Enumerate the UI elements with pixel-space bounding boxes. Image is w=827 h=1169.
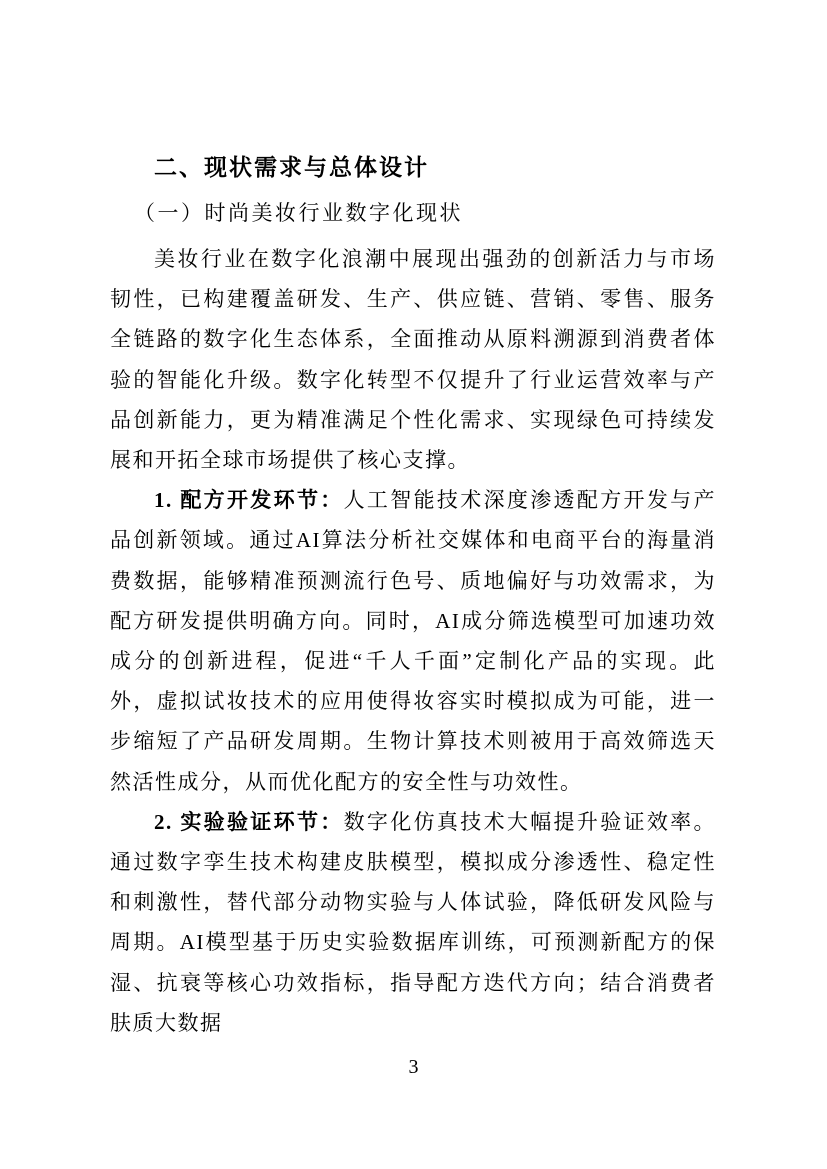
body-paragraph	[110, 802, 716, 1043]
paragraph-text: 美妆行业在数字化浪潮中展现出强劲的创新活力与市场韧性，已构建覆盖研发、生产、供应链、营销、零售、服务全链路的数字化生态体系，全面推动从原料溯源到消费者体验的智能化升级。数字化转型不仅提升了行业运营效率与产品创新能力，更为精准满足个性化需求、实现绿色可持续发展和开拓全球市场提供了核心支撑。	[110, 247, 716, 473]
body-paragraph	[110, 239, 716, 480]
page-number: 3	[408, 1056, 419, 1078]
paragraph-lead: 1. 配方开发环节：	[154, 488, 344, 513]
section-heading: 二、现状需求与总体设计	[154, 154, 429, 180]
paragraph-text: 数字化仿真技术大幅提升验证效率。通过数字孪生技术构建皮肤模型，模拟成分渗透性、稳定性和刺激性，替代部分动物实验与人体试验，降低研发风险与周期。AI模型基于历史实验数据库训练，可预测新配方的保湿、抗衰等核心功效指标，指导配方迭代方向；结合消费者肤质大数据	[110, 809, 716, 1035]
subsection-heading: （一）时尚美妆行业数字化现状	[134, 201, 463, 225]
paragraph-lead: 2. 实验验证环节：	[154, 809, 344, 834]
paragraph-text: 人工智能技术深度渗透配方开发与产品创新领域。通过AI算法分析社交媒体和电商平台的海量消费数据，能够精准预测流行色号、质地偏好与功效需求，为配方研发提供明确方向。同时，AI成分筛选模型可加速功效成分的创新进程，促进“千人千面”定制化产品的实现。此外，虚拟试妆技术的应用使得妆容实时模拟成为可能，进一步缩短了产品研发周期。生物计算技术则被用于高效筛选天然活性成分，从而优化配方的安全性与功效性。	[110, 488, 716, 794]
document-body	[110, 147, 716, 1043]
body-paragraph	[110, 480, 716, 802]
